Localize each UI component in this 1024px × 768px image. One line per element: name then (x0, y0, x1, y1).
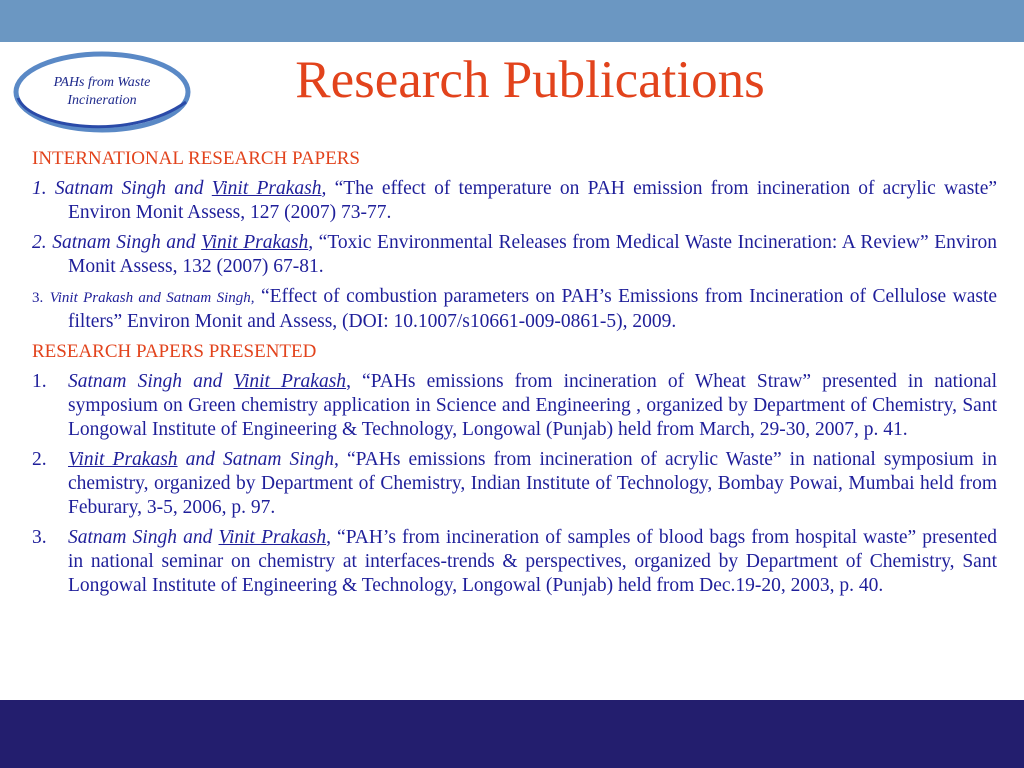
logo-text: PAHs from Waste Incineration (53, 75, 151, 108)
paper-author-highlight: Vinit Prakash (233, 371, 347, 392)
presented-papers-heading: RESEARCH PAPERS PRESENTED (32, 341, 317, 362)
paper-author-highlight: Vinit Prakash (201, 232, 309, 253)
paper-citation: , “PAHs emissions from incineration of Wheat Straw” presented in national symposium on Green chemistry application in Science and Engineering , organized by Department of Chemistry, Sant Longowal Institute of Engineering & Technology, Longowal (Punjab) held from March, 29-30, 2007, p. 41. (68, 371, 998, 440)
paper-citation: “The effect of temperature on PAH emission from incineration of acrylic waste” Environ Monit Assess, 127 (2007) 73-77. (68, 178, 998, 223)
paper-author-highlight: Vinit Prakash (218, 527, 327, 548)
paper-number: 3. (32, 290, 44, 306)
publications-content (32, 147, 997, 604)
presented-paper-1 (32, 370, 997, 442)
page-title: Research Publications (295, 51, 765, 109)
top-banner-bar (0, 0, 1024, 42)
international-paper-1 (32, 177, 997, 225)
paper-comma: , (321, 178, 327, 199)
paper-number: 1. (32, 371, 47, 392)
paper-citation: , “PAH’s from incineration of samples of blood bags from hospital waste” presented in national seminar on chemistry at interfaces-trends & perspectives, organized by Department of Chemistry, Sant Longowal Institute of Engineering & Technology, Longowal (Punjab) held from Dec.19-20, 2003, p. 40. (68, 527, 998, 596)
paper-citation: “Effect of combustion parameters on PAH’s Emissions from Incineration of Cellulose waste filters” Environ Monit and Assess, (DOI: 10.1007/s10661-009-0861-5), 2009. (68, 286, 998, 332)
paper-authors: Vinit Prakash and Satnam Singh, (49, 290, 255, 306)
paper-authors: Satnam Singh and (52, 232, 196, 253)
paper-citation: , “PAHs emissions from incineration of acrylic Waste” in national symposium in chemistry, organized by Department of Chemistry, Indian Institute of Technology, Bombay Powai, Mumbai held from Feburary, 3-5, 2006, p. 97. (68, 449, 998, 518)
presented-paper-3 (32, 526, 997, 598)
paper-authors: Satnam Singh and (68, 371, 223, 392)
paper-number: 2. (32, 232, 47, 253)
international-paper-2 (32, 231, 997, 279)
paper-citation: “Toxic Environmental Releases from Medical Waste Incineration: A Review” Environ Monit Assess, 132 (2007) 67-81. (68, 232, 998, 277)
paper-authors: Satnam Singh and (54, 178, 204, 199)
paper-author-highlight: Vinit Prakash (211, 178, 322, 199)
international-paper-3 (32, 285, 997, 334)
presented-paper-2 (32, 448, 997, 520)
paper-authors: Satnam Singh and (68, 527, 213, 548)
bottom-banner-bar (0, 700, 1024, 768)
paper-number: 1. (32, 178, 47, 199)
paper-number: 2. (32, 449, 47, 470)
international-papers-heading: INTERNATIONAL RESEARCH PAPERS (32, 148, 360, 169)
paper-number: 3. (32, 527, 47, 548)
logo (10, 50, 192, 136)
paper-comma: , (308, 232, 314, 253)
paper-author-highlight: Vinit Prakash (68, 449, 178, 470)
paper-authors: and Satnam Singh (185, 449, 334, 470)
